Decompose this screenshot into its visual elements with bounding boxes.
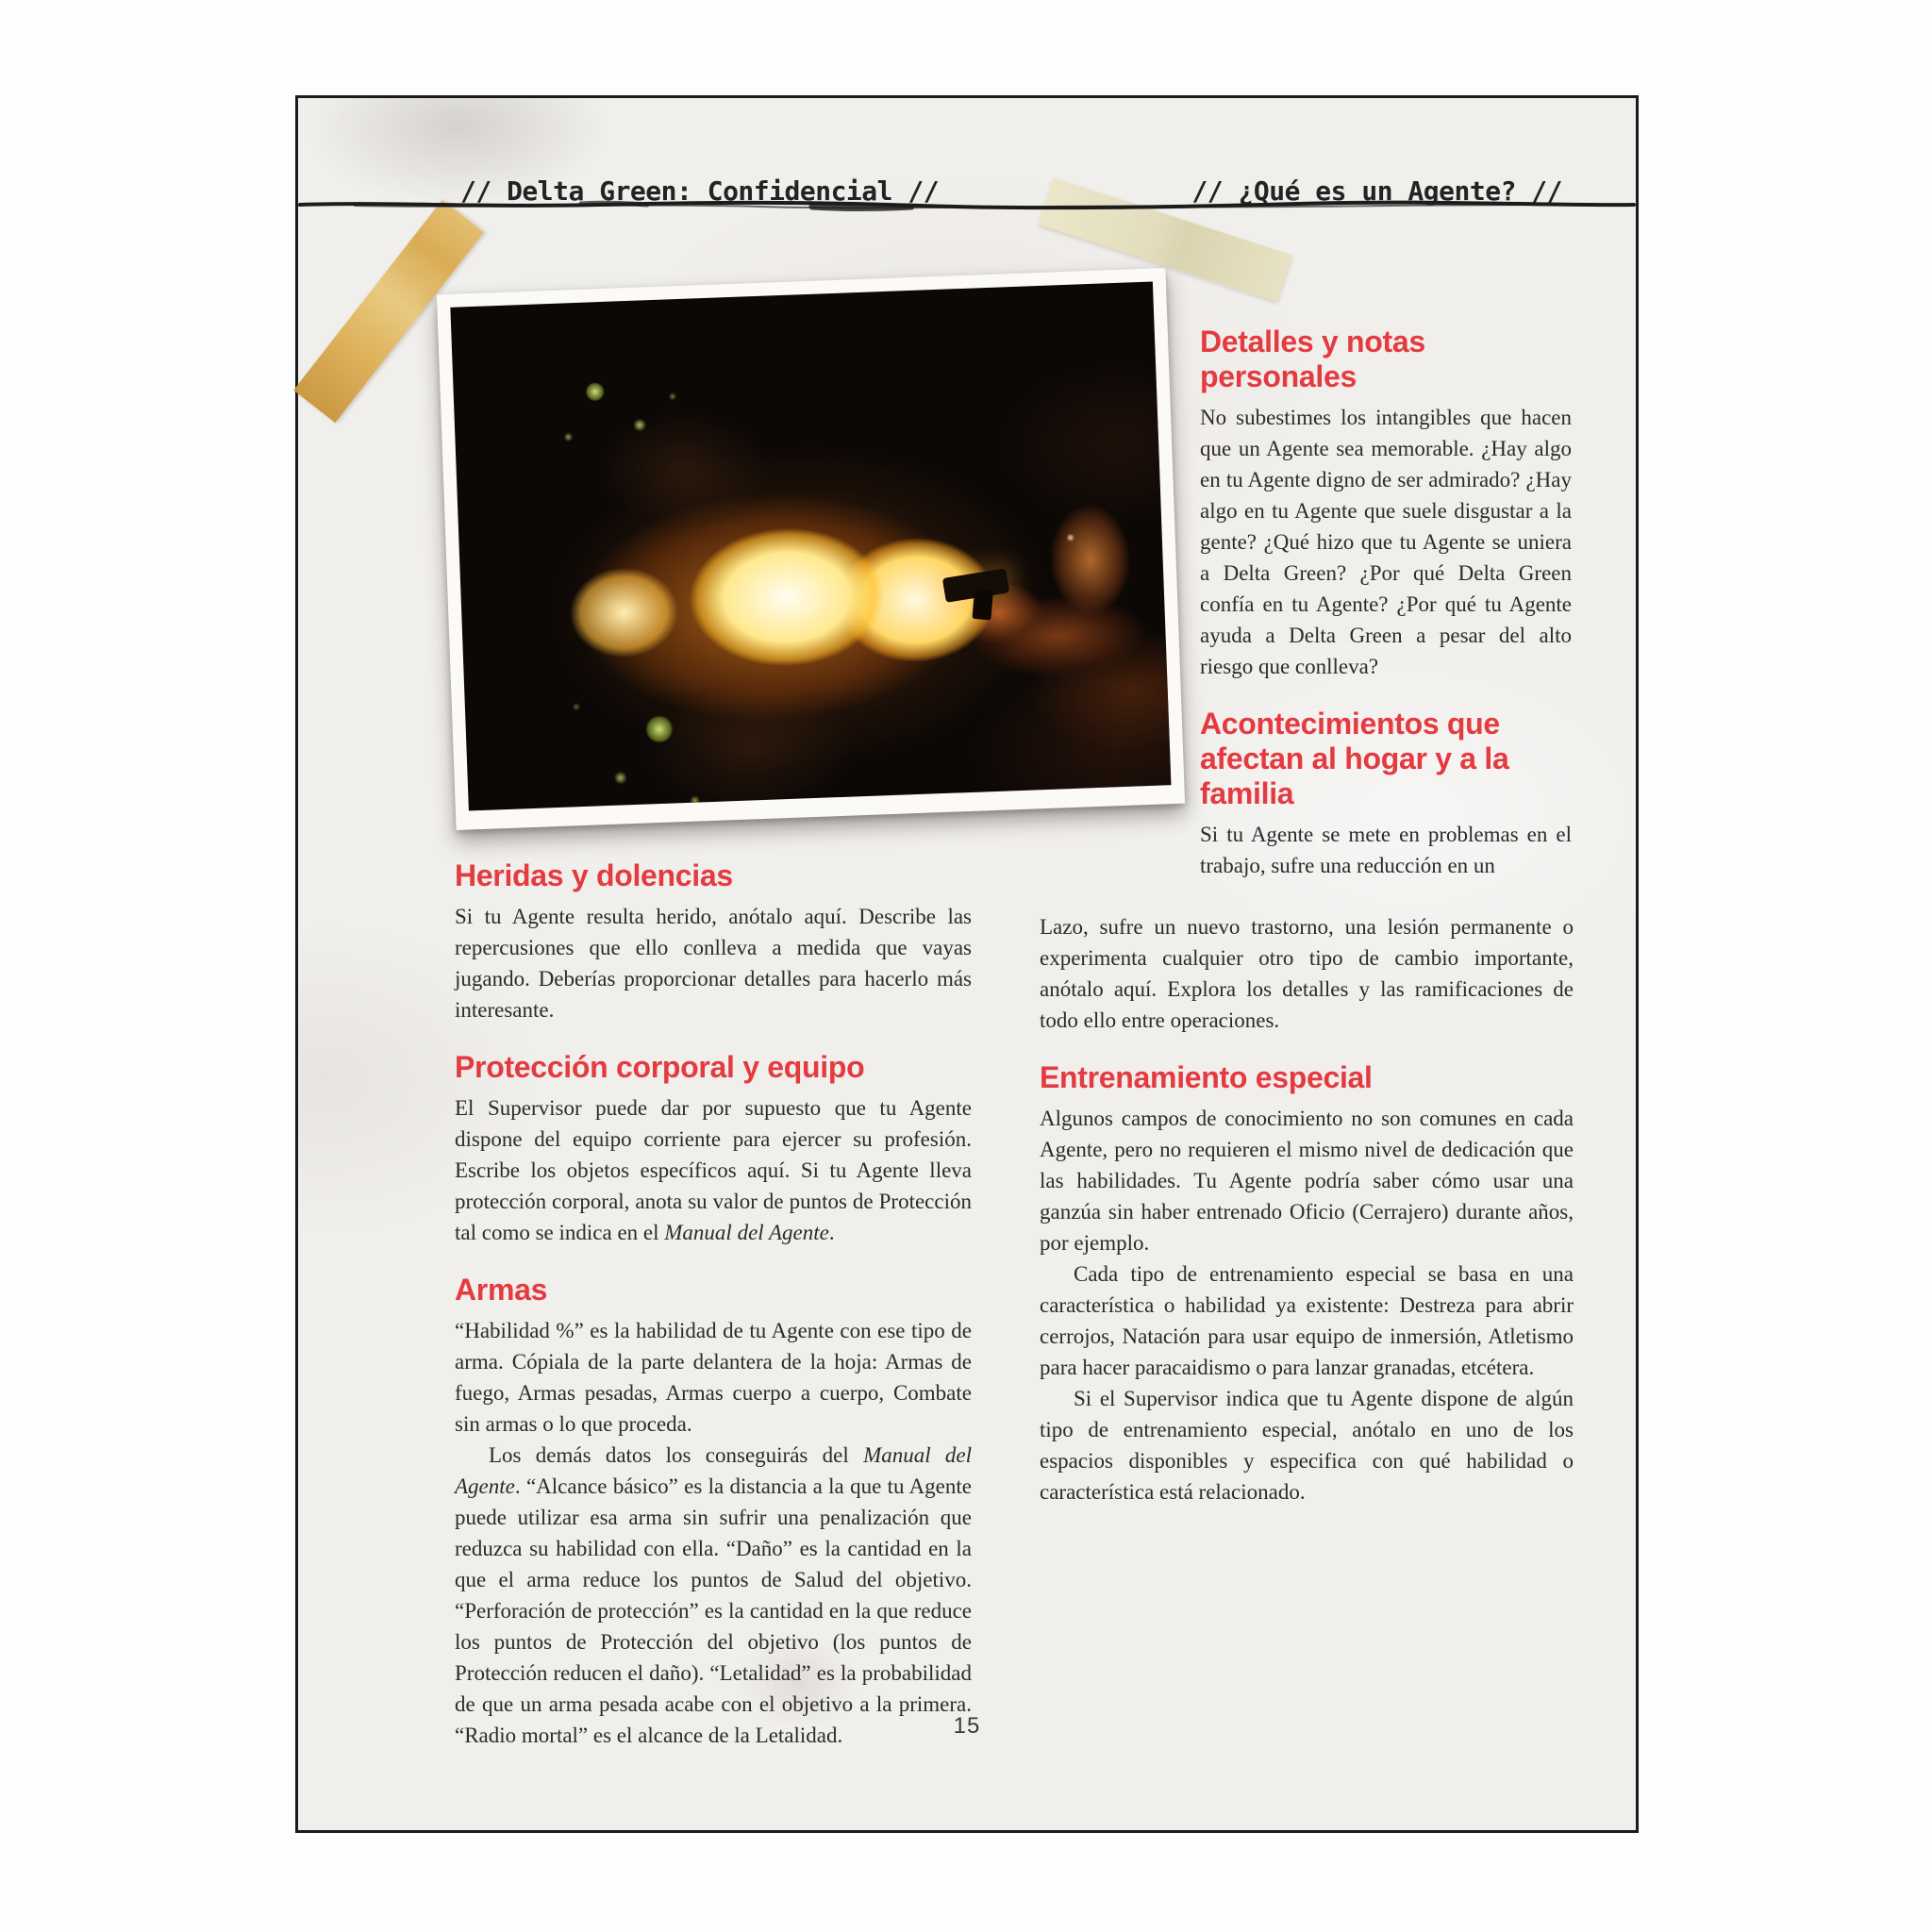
pistol-silhouette (942, 568, 1009, 602)
section-heading-entrenamiento: Entrenamiento especial (1040, 1060, 1373, 1094)
section-heading-proteccion: Protección corporal y equipo (455, 1050, 865, 1084)
detalles-paragraph: No subestimes los intangibles que hacen que un Agente sea memorable. ¿Hay algo en tu Agente digno de ser admirado? ¿Hay algo en tu Agente que suele disgustar a la gente? ¿Qué hizo que tu Agente se uniera a Delta Green? ¿Por qué Delta Green confía en tu Agente? ¿Por qué tu Agente ayuda a Delta Green a pesar del alto riesgo que conlleva? (1200, 406, 1572, 678)
hand-drawn-rule (298, 196, 1636, 213)
page-number: 15 (953, 1713, 981, 1739)
left-column (455, 858, 972, 1751)
right-column-beside-photo (1200, 325, 1572, 881)
page-sheet (295, 95, 1639, 1833)
muzzle-flash-artwork (450, 282, 1171, 811)
armas-paragraph-2: Los demás datos los conseguirás del Manual del Agente. “Alcance básico” es la distancia a la que tu Agente puede utilizar esa arma sin sufrir una penalización que reduzca su habilidad con ella. “Daño” es la cantidad en la que el arma reduce los puntos de Salud del objetivo. “Perforación de protección” es la cantidad en la que reduce los puntos de Protección del objetivo (los puntos de Protección reducen el daño). “Letalidad” es la probabilidad de que un arma pesada acabe con el objetivo a la primera. “Radio mortal” es el alcance de la Letalidad. (455, 1443, 972, 1747)
right-column-below-photo (1040, 911, 1574, 1507)
running-head-left: // Delta Green: Confidencial // (460, 175, 940, 207)
armas-paragraph-1: “Habilidad %” es la habilidad de tu Agente con ese tipo de arma. Cópiala de la parte delantera de la hoja: Armas de fuego, Armas pesadas, Armas cuerpo a cuerpo, Combate sin armas o lo que proceda. (455, 1319, 972, 1436)
entrenamiento-paragraph-3: Si el Supervisor indica que tu Agente dispone de algún tipo de entrenamiento especial, anótalo en uno de los espacios disponibles y especifica con qué habilidad o característica está relacionado. (1040, 1387, 1574, 1504)
proteccion-paragraph: El Supervisor puede dar por supuesto que tu Agente dispone del equipo corriente para ejercer su profesión. Escribe los objetos específicos aquí. Si tu Agente lleva protección corporal, anota su valor de puntos de Protección tal como se indica en el Manual del Agente. (455, 1096, 972, 1244)
section-heading-heridas: Heridas y dolencias (455, 858, 733, 892)
running-head-right: // ¿Qué es un Agente? // (1191, 175, 1562, 207)
section-heading-armas: Armas (455, 1273, 548, 1307)
entrenamiento-paragraph-2: Cada tipo de entrenamiento especial se basa en una característica o habilidad ya existente: Destreza para abrir cerrojos, Natación para usar equipo de inmersión, Atletismo para hacer paracaidismo o para lanzar granadas, etcétera. (1040, 1262, 1574, 1379)
section-heading-acontecimientos: Acontecimientos que afectan al hogar y a la familia (1200, 707, 1509, 810)
agent-photo (437, 268, 1185, 830)
acontecimientos-paragraph-continued: Lazo, sufre un nuevo trastorno, una lesión permanente o experimenta cualquier otro tipo de cambio importante, anótalo aquí. Explora los detalles y las ramificaciones de todo ello entre operaciones. (1040, 915, 1574, 1032)
acontecimientos-paragraph-start: Si tu Agente se mete en problemas en el trabajo, sufre una reducción en un (1200, 823, 1572, 877)
section-heading-detalles: Detalles y notas personales (1200, 325, 1425, 393)
entrenamiento-paragraph-1: Algunos campos de conocimiento no son comunes en cada Agente, pero no requieren el mismo nivel de dedicación que las habilidades. Tu Agente podría saber cómo usar una ganzúa sin haber entrenado Oficio (Cerrajero) durante años, por ejemplo. (1040, 1107, 1574, 1255)
heridas-paragraph: Si tu Agente resulta herido, anótalo aquí. Describe las repercusiones que ello conlleva a medida que vayas jugando. Deberías proporcionar detalles para hacerlo más interesante. (455, 905, 972, 1022)
